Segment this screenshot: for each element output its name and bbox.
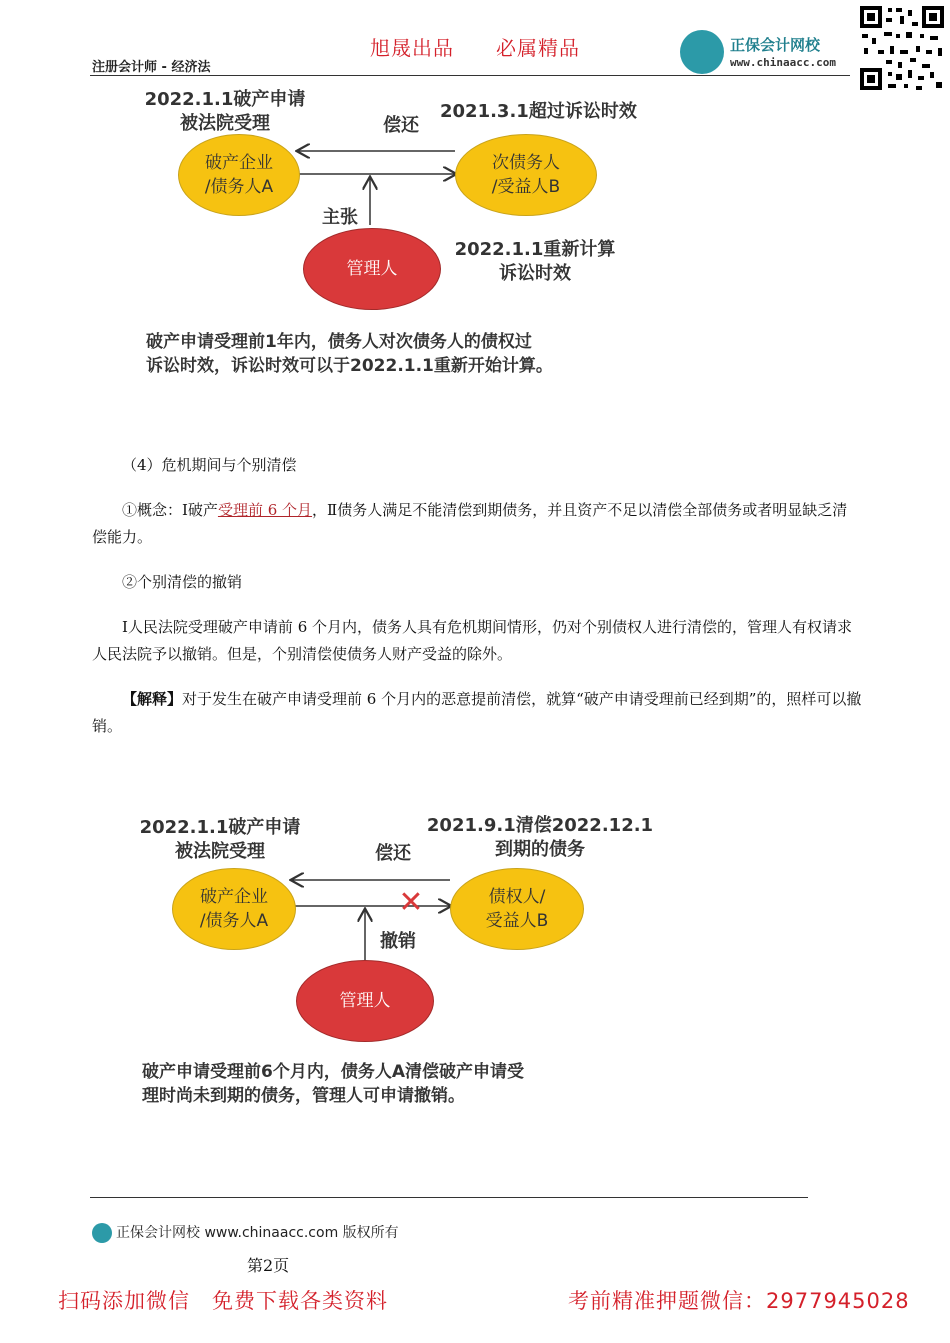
footer-divider <box>90 1197 808 1198</box>
concept-rest: ，Ⅱ债务人满足不能清偿到期债务，并且资产不足以清偿全部债务或者明显缺乏清偿能力。 <box>92 501 848 546</box>
diagram1-node-administrator: 管理人 <box>303 228 441 310</box>
logo-name: 正保会计网校 <box>730 36 821 54</box>
diagram1-label-claim: 主张 <box>322 207 358 228</box>
explain-text: 对于发生在破产申请受理前 6 个月内的恶意提前清偿，就算“破产申请受理前已经到期”的，照样可以撤销。 <box>92 690 862 735</box>
logo-url: www.chinaacc.com <box>730 56 836 69</box>
brand-logo <box>680 30 860 76</box>
footer-copyright-text: 正保会计网校 www.chinaacc.com 版权所有 <box>116 1225 399 1241</box>
concept-prefix: ①概念：Ⅰ破产 <box>122 501 218 519</box>
diagram1-node-debtor: 破产企业 /债务人A <box>178 134 300 216</box>
diagram2-node-debtor: 破产企业 /债务人A <box>172 868 296 950</box>
diagram2-label-repay: 偿还 <box>375 843 411 864</box>
header-subject: 注册会计师 - 经济法 <box>92 60 211 75</box>
diagram2-caption: 破产申请受理前6个月内，债务人A清偿破产申请受 理时尚未到期的债务，管理人可申请撤销。 <box>142 1062 524 1106</box>
diagram2-node-administrator: 管理人 <box>296 960 434 1042</box>
heading-crisis-period: （4）危机期间与个别清偿 <box>122 456 297 474</box>
explain-label: 【解释】 <box>122 690 183 708</box>
footer-copyright <box>92 1222 399 1243</box>
qr-code-icon <box>858 4 946 92</box>
diagram1-label-recalc: 2022.1.1重新计算 诉讼时效 <box>454 239 616 284</box>
promo-right: 考前精准押题微信：2977945028 <box>568 1289 910 1313</box>
concept-paragraph <box>92 497 862 551</box>
diagram1-node-subdebtor: 次债务人 /受益人B <box>455 134 597 216</box>
body-section <box>92 452 862 740</box>
diagram1-label-filing-date: 2022.1.1破产申请 被法院受理 <box>144 89 306 134</box>
concept-highlight: 受理前 6 个月 <box>217 501 313 519</box>
diagram2-label-filing-date: 2022.1.1破产申请 被法院受理 <box>139 817 301 862</box>
page-number: 第2页 <box>247 1256 290 1275</box>
diagram2-node-creditor: 债权人/ 受益人B <box>450 868 584 950</box>
revoke-heading: ②个别清偿的撤销 <box>122 573 243 591</box>
revoke-paragraph: Ⅰ人民法院受理破产申请前 6 个月内，债务人具有危机期间情形，仍对个别债权人进行清偿的，管理人有权请求人民法院予以撤销。但是，个别清偿使债务人财产受益的除外。 <box>92 618 853 663</box>
diagram-2 <box>0 810 950 1130</box>
diagram2-label-payment: 2021.9.1清偿2022.12.1 到期的债务 <box>426 815 654 860</box>
diagram-1 <box>0 80 950 400</box>
explain-paragraph <box>92 686 862 740</box>
header-slogan: 旭晟出品 必属精品 <box>370 36 580 60</box>
diagram1-label-repay: 偿还 <box>383 115 419 136</box>
cross-icon: ✕ <box>398 885 424 920</box>
footer-logo-icon <box>92 1223 112 1243</box>
diagram2-label-revoke: 撤销 <box>380 931 416 952</box>
header-divider <box>90 75 850 76</box>
logo-icon <box>680 30 724 74</box>
diagram1-label-limitation: 2021.3.1超过诉讼时效 <box>440 101 637 122</box>
promo-left: 扫码添加微信 免费下载各类资料 <box>58 1289 388 1313</box>
diagram1-caption: 破产申请受理前1年内，债务人对次债务人的债权过 诉讼时效，诉讼时效可以于2022.1.1重新开始计算。 <box>146 332 553 376</box>
